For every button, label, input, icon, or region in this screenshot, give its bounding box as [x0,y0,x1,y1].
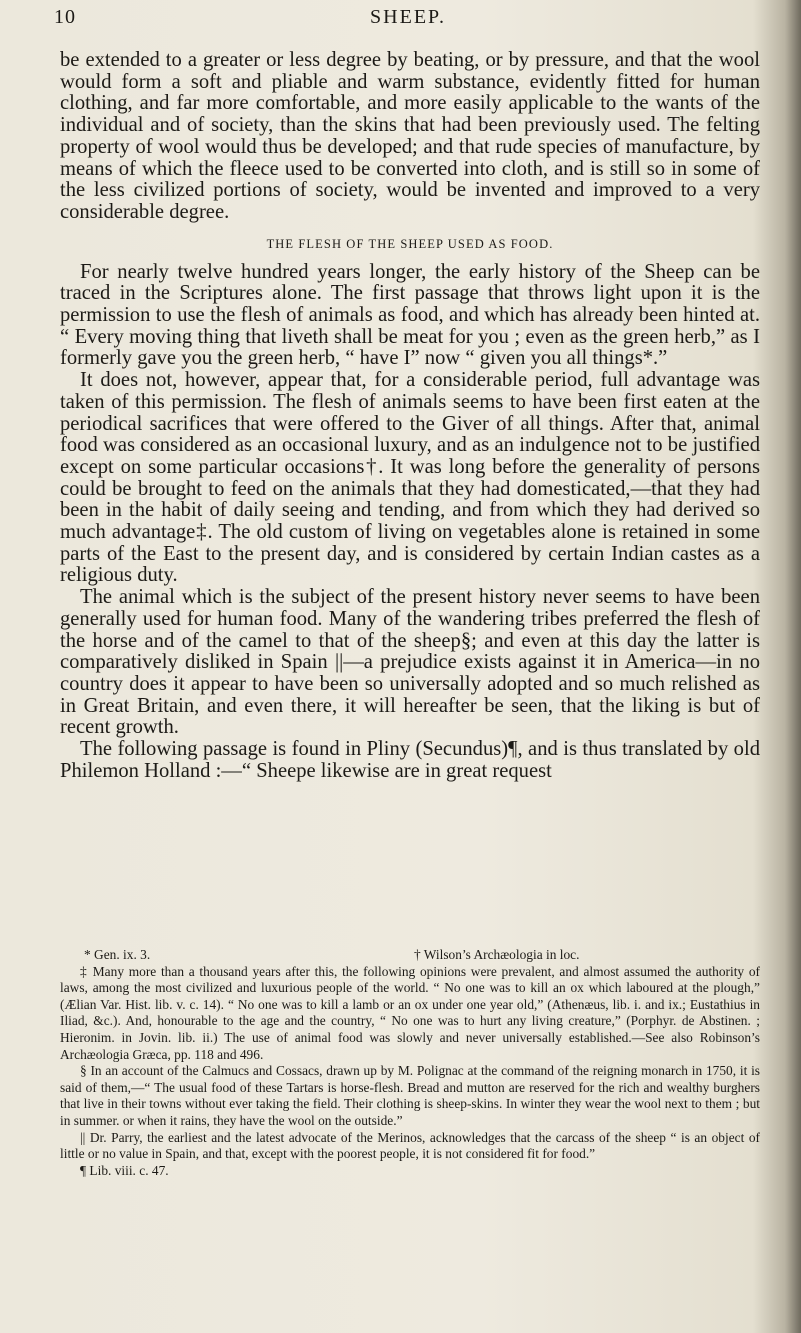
running-head: SHEEP. [370,6,446,28]
footnote-star: * Gen. ix. 3. [84,947,151,962]
main-text [60,50,760,783]
footnote-ddagger: ‡ Many more than a thousand years after this, the following opinions were prevalent, and almost assumed the authority of laws, among the most civilized and luxurious people of the world. “ No one was to kill an ox which laboured at the plough,” (Ælian Var. Hist. lib. v. c. 14). “ No one was to kill a lamb or an ox under one year old,” (Athenæus, lib. i. and ix.; Eustathius in Iliad, &c.). And, honourable to the age and the country, “ No one was to hurt any living creature,” (Porphyr. de Abstinen. ; Hieronim. in Jovin. lib. ii.) The use of animal food was slowly and never universally established.—See also Robinson’s Archæologia Græca, pp. 118 and 496. [60,963,760,1062]
footnote-dagger: † Wilson’s Archæologia in loc. [414,947,580,962]
paragraph-5: The following passage is found in Pliny (Secundus)¶, and is thus translated by old Philemon Holland :—“ Sheepe likewise are in great request [60,738,760,782]
paragraph-1: be extended to a greater or less degree by beating, or by pressure, and that the wool would form a soft and pliable and warm substance, evidently fitted for human clothing, and far more comfortable, and more easily applicable to the wants of the individual and of society, than the skins that had been previously used. The felting property of wool would thus be developed; and that rude species of manufacture, by means of which the fleece used to be converted into cloth, and is still so in some of the less civilized portions of society, would be invented and improved to a very considerable degree. [60,49,760,223]
footnote-section: § In an account of the Calmucs and Cossacs, drawn up by M. Polignac at the command of the reigning monarch in 1750, it is said of them,—“ The usual food of these Tartars is horse-flesh. Bread and mutton are reserved for the rich and wealthy burghers that live in their towns without ever taking the field. Their clothing is sheep-skins. In winter they wear the wool next to them ; but in summer. or when it rains, they have the wool on the outside.” [60,1063,760,1128]
paragraph-2: For nearly twelve hundred years longer, the early history of the Sheep can be traced in the Scriptures alone. The first passage that throws light upon it is the permission to use the flesh of animals as food, and which has already been hinted at. “ Every moving thing that liveth shall be meat for you ; even as the green herb,” as I formerly gave you the green herb, “ have I” now “ given you all things*.” [60,260,760,370]
section-heading: THE FLESH OF THE SHEEP USED AS FOOD. [266,236,554,251]
footnote-pilcrow: ¶ Lib. viii. c. 47. [80,1162,169,1178]
footnote-row-1 [60,947,760,964]
footnote-parallel: || Dr. Parry, the earliest and the latest advocate of the Merinos, acknowledges that the carcass of the sheep “ is an object of little or no value in Spain, and that, except with the poorest people, it is not considered fit for food.” [60,1129,760,1162]
page-header [54,6,762,32]
paragraph-3: It does not, however, appear that, for a considerable period, full advantage was taken of this permission. The flesh of animals seems to have been first eaten at the periodical sacrifices that were offered to the Giver of all things. After that, animal food was considered as an occasional luxury, and as an indulgence not to be justified except on some particular occasions†. It was long before the generality of persons could be brought to feed on the animals that they had domesticated,—that they had been in the habit of daily seeing and tending, and from which they had derived so much advantage‡. The old custom of living on vegetables alone is retained in some parts of the East to the present day, and is considered by certain Indian castes as a religious duty. [60,369,760,587]
footnotes [60,947,760,1179]
page-number: 10 [54,6,76,28]
paragraph-4: The animal which is the subject of the present history never seems to have been generally used for human food. Many of the wandering tribes preferred the flesh of the horse and of the camel to that of the sheep§; and even at this day the latter is comparatively disliked in Spain ||—a prejudice exists against it in America—in no country does it appear to have been so universally adopted and so much relished as in Great Britain, and even there, it will hereafter be seen, that the liking is but of recent growth. [60,586,760,739]
